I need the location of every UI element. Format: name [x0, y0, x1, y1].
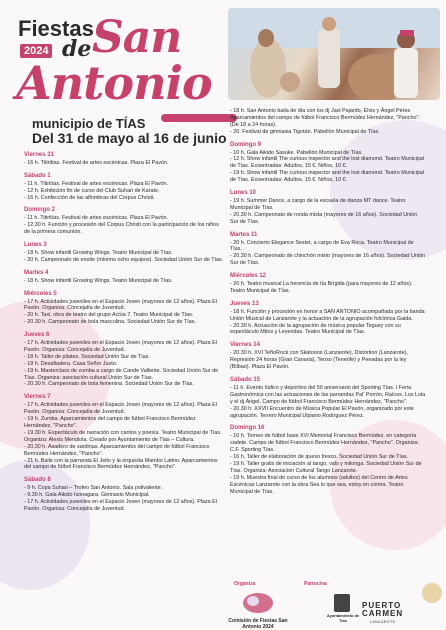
event-item: - 20.30 h. Asadero de sardinas. Aparcamientos del campo de fútbol Francisco Bermúdez Hernández, "Pancho". [24, 443, 210, 457]
day-heading: Jueves 13 [230, 300, 259, 307]
day-block [230, 273, 426, 295]
logo-line-2: CARMEN [362, 609, 404, 618]
day-block [230, 232, 426, 268]
event-item: - 12 h. Show infantil The curious inspector and the lost diamond. Teatro Municipal de Tías. Ecoentradas: Adultos, 15 €. Niños, 10 €. [230, 156, 424, 170]
day-heading: Lunes 3 [24, 242, 47, 249]
event-item: - 10 h. Gala Aikido Sasuke. Pabellón Municipal de Tías. [230, 149, 363, 156]
day-heading: Domingo 9 [230, 141, 261, 148]
event-item: - 19 h. Masterclass de zumba a cargo de Cande Vallente. Sociedad Unión Sur de Tías. Organiza: asociación cultural Unión Sur de Tías. [24, 367, 219, 381]
event-item: - 20.30 h. Campeonato de ronda mixta (mayores de 16 años). Sociedad Unión Sur de Tías. [230, 211, 418, 225]
day-block [24, 242, 224, 264]
logo-line-1: PUERTO [362, 601, 402, 610]
day-block [24, 332, 224, 388]
event-item: - 19 h. Summer Dance, a cargo de la escuela de danza MT dance. Teatro Municipal de Tías. [230, 197, 406, 211]
day-heading: Domingo 16 [230, 425, 265, 432]
day-block [230, 108, 426, 136]
event-item: - 16 h. Taller de elaboración de queso fresco. Sociedad Unión Sur de Tías. [230, 454, 409, 461]
event-item: - 20.30 h. Campeonato de bola femenina. Sociedad Unión Sur de Tías. [24, 381, 194, 388]
title-antonio: Antonio [16, 56, 212, 110]
title-fiestas: Fiestas [18, 16, 94, 41]
event-item: - 19.30 h. Espectáculo de narración con cantos y poesía. Teatro Municipal de Tías. Organiza: Alexis Mendiola. Creado por Ayuntamiento de Tías – Cultura. [24, 429, 222, 443]
date-range: Del 31 de mayo al 16 de junio [32, 130, 227, 146]
event-item: - 12.30 h. Función y procesión del Corpus Christi con la participación de los niños de la primera comunión. [24, 222, 219, 236]
day-heading: Viernes 7 [24, 394, 51, 401]
event-item: - 17 h. Actividades juveniles en el Espacio Joven (mayores de 12 años). Plaza El Pavón. Organiza: Concejalía de Juventud. [24, 340, 217, 353]
event-item: - 17 h. Actividades juveniles en el Espacio Joven (mayores de 12 años). Plaza El Pavón. Organiza: Concejalía de Juventud. [24, 402, 217, 416]
event-item: - 10 h. Torneo de fútbol base XVI Memorial Francisco Bermúdez, en categoría cadete. Campo de fútbol Francisco Bermúdez Hernández, "Pancho". Organiza: C.F. Sporting Tías. [230, 433, 420, 454]
day-block [230, 377, 426, 419]
ayuntamiento-label: Ayuntamiento de Tías [326, 613, 360, 623]
event-item: - 20.30 h. Campeonato de bola masculina. Sociedad Unión Sur de Tías. [24, 319, 196, 326]
event-item: - 16 h. Titiritías. Festival de artes escénicas. Plaza El Pavón. [24, 159, 169, 166]
program-column-left [24, 146, 224, 513]
day-heading: Sábado 15 [230, 377, 261, 383]
event-item: - 18 h. San Antonio baila de día con los dj Javi Pajardo, Elvis y Ángel Pérez. Aparcamientos del campo de fútbol Francisco Bermúdez Hernández, "Pancho". (De 18 a 24 horas). [230, 108, 420, 128]
event-item: - 20.30 h. XVI TeñoRock con Skatoons (Lanzarote), Distortion (Lanzarote), Represión 24 horas (Gran Canaria), Tenso (Tenerife) y Penadas por la ley (Bilbao). Plaza El Pavón. [230, 350, 408, 371]
event-item: - 20.30 h. XXVII Encuentro de Música Popular El Pavón, organizado por este agrupación. Terrero Municipal Ulpiano Rodríguez Pérez. [230, 405, 414, 419]
day-heading: Miércoles 12 [230, 273, 267, 280]
day-heading: Lunes 10 [230, 190, 257, 197]
day-block [24, 152, 224, 167]
accent-bar [161, 114, 237, 122]
decorative-circle [422, 583, 442, 603]
day-block [24, 207, 224, 236]
day-heading: Miércoles 5 [24, 290, 57, 297]
event-item: - 18 h. Función y procesión en honor a SAN ANTONIO acompañada por la banda Unión Musical de Lanzarote y la actuación de la agrupación folclórica Gaida. [230, 308, 425, 322]
event-item: - 19 h. Zumba. Aparcamientos del campo de fútbol Francisco Bermúdez Hernández, "Pancho". [24, 416, 196, 429]
day-block [24, 394, 224, 471]
day-block [230, 425, 426, 495]
day-block [24, 477, 224, 513]
event-item: - 12 h. Exhibición fin de curso del Club Suhari de Karate. [24, 187, 160, 194]
title-de: de [62, 36, 92, 62]
day-block [230, 342, 426, 371]
day-heading: Domingo 2 [24, 207, 55, 214]
day-block [230, 301, 426, 337]
day-heading: Martes 11 [230, 231, 258, 238]
day-heading: Martes 4 [24, 269, 49, 276]
event-item: - 17 h. Actividades juveniles en el Espacio Joven (mayores de 12 años). Plaza El Pavón. Organiza: Concejalía de Juventud. [24, 298, 217, 312]
program-column-right [230, 108, 426, 496]
day-heading: Viernes 31 [24, 152, 54, 158]
day-block [230, 190, 426, 226]
event-item: - 20. Festival de gimnasia Tigotán. Pabellón Municipal de Tías. [230, 128, 380, 135]
day-block [24, 291, 224, 327]
year-badge: 2024 [20, 44, 52, 58]
event-item: - 20.30 h. Campeonato de chinchón mixto (mayores de 16 años). Sociedad Unión Sur de Tías. [230, 253, 426, 267]
event-item: - 19 h. Show infantil The curious inspector and the lost diamond. Teatro Municipal de Tías. Ecoentradas: Adultos, 15 €. Niños, 10 €. [230, 170, 424, 184]
event-item: - 18 h. Show infantil Growing Wings. Teatro Municipal de Tías. [24, 249, 173, 256]
event-item: - 18 h. Show infantil Growing Wings. Teatro Municipal de Tías. [24, 277, 173, 284]
event-item: - 18 h. Taller de pilates. Sociedad Unión Sur de Tías. [24, 353, 150, 360]
organiza-label: Organiza [234, 581, 256, 587]
day-heading: Viernes 14 [230, 342, 260, 349]
event-item: - 19 h. Desafiadera. Casa Señor Justo. [24, 360, 118, 367]
title-san: San [92, 12, 182, 63]
event-item: - 11 h. Titiritías. Festival de artes escénicas. Plaza El Pavón. [24, 180, 169, 187]
event-item: - 20.30 h. Actuación de la agrupación de música popular Teguey con su espectáculo Mitos y Leyendas. Teatro Municipal de Tías. [230, 322, 401, 336]
comision-name: Comisión de Fiestas San Antonio 2024 [228, 618, 288, 630]
coat-of-arms-icon [334, 594, 350, 612]
patrocina-label: Patrocina [304, 581, 327, 587]
day-heading: Sábado 8 [24, 477, 51, 484]
comision-logo-icon [240, 590, 276, 616]
event-item: - 16 h. Confección de las alfombras del Corpus Christi. [24, 194, 155, 201]
day-heading: Jueves 6 [24, 332, 50, 339]
event-item: - 9.30 h. Gala Aikido Isonagara. Gimnasio Municipal. [24, 492, 150, 499]
logo-sub: LANZAROTE [370, 620, 396, 624]
event-item: - 20 h. Taxi, obra de teatro del grupo Actúa 7. Teatro Municipal de Tías. [24, 312, 194, 319]
day-block [24, 270, 224, 285]
event-item: - 20 h. Campeonato de envite (mínimo ocho equipos). Sociedad Unión Sur de Tías. [24, 256, 224, 263]
event-item: - 19 h. Taller gratis de iniciación al tango, vals y milonga. Sociedad Unión Sur de Tías. Organiza: Asociación Cultural Tango Lanzarote. [230, 460, 422, 474]
event-item: - 20 h. Concierto Elegance Sextet, a cargo de Eva Roca. Teatro Municipal de Tías. [230, 239, 414, 253]
event-item: - 21 h. Baile con la parranda El Jeito y la orquesta Mambo Latino. Aparcamientos del campo de fútbol Francisco Bermúdez Hernández, "Pancho". [24, 457, 218, 471]
festival-photo [228, 8, 440, 100]
event-item: - 9 h. Copa Suhari – Trofeo San Antonio. Sala polivalente. [24, 485, 163, 492]
municipality: municipio de TÍAS [32, 116, 146, 131]
footer-sponsors [228, 578, 438, 628]
day-heading: Sábado 1 [24, 172, 51, 179]
day-block [230, 142, 426, 184]
event-item: - 11 h. Titiritías. Festival de artes escénicas. Plaza El Pavón. [24, 215, 169, 222]
event-item: - 17 h. Actividades juveniles en el Espacio Joven (mayores de 12 años). Plaza El Pavón. Organiza: Concejalía de Juventud. [24, 499, 217, 512]
festival-photo-illustration [228, 8, 440, 100]
event-item: - 11 h. Evento lúdico y deportivo del 50 aniversario del Sporting Tías. I Feria Gastronómica con las actuaciones de las parrandas Pal' Porrón, Raíces, Los Lola y el dj Ángel. Campo de fútbol Francisco Bermúdez Hernández, "Pancho". [230, 384, 426, 405]
day-block [24, 173, 224, 202]
event-item: - 19 h. Muestra final de curso de los alumnos (adultos) del Centro de Artes Escénicas Lanzarote con la obra Sea lo que sea, estoy en contra. Teatro Municipal de Tías. [230, 474, 408, 495]
puerto-carmen-logo [362, 602, 403, 618]
event-item: - 20 h. Teatro musical La herencia de tía Brígida (para mayores de 12 años). Teatro Municipal de Tías. [230, 281, 413, 294]
